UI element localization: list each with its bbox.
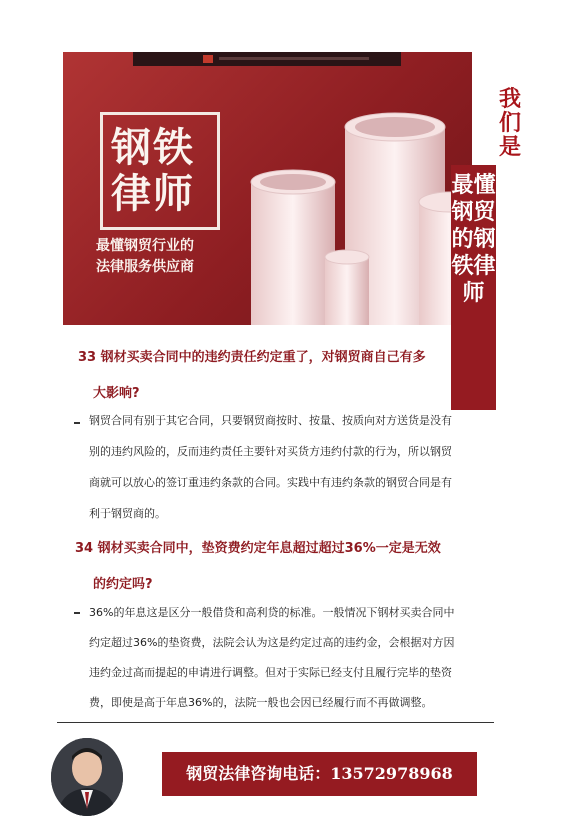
pipe-small bbox=[325, 250, 369, 325]
pipe-medium bbox=[251, 170, 335, 325]
question-33-line2: 大影响? bbox=[93, 386, 140, 401]
answer-34-line3: 违约金过高而提起的申请进行调整。但对于实际已经支付且履行完毕的垫资 bbox=[89, 666, 452, 679]
answer-33-line2: 别的违约风险的，反而违约责任主要针对买货方违约付款的行为，所以钢贸 bbox=[89, 445, 452, 458]
answer-34-line4: 费，即使是高于年息36%的，法院一般也会因已经履行而不再做调整。 bbox=[89, 696, 433, 709]
question-33-line1: 33 钢材买卖合同中的违约责任约定重了，对钢贸商自己有多 bbox=[78, 350, 426, 365]
bullet-dash bbox=[74, 422, 80, 424]
answer-33-line4: 利于钢贸商的。 bbox=[89, 507, 166, 520]
footer-divider bbox=[57, 722, 494, 723]
answer-33-line1: 钢贸合同有别于其它合同，只要钢贸商按时、按量、按质向对方送货是没有 bbox=[89, 414, 452, 427]
logo-text-line2: 律师 bbox=[111, 171, 195, 217]
answer-33-line3: 商就可以放心的签订重违约条款的合同。实践中有违约条款的钢贸合同是有 bbox=[89, 476, 452, 489]
logo-text-line1: 钢铁 bbox=[111, 125, 195, 171]
slogan-line2: 法律服务供应商 bbox=[96, 259, 194, 275]
slogan-line1: 最懂钢贸行业的 bbox=[96, 238, 194, 254]
side-tagline: 最懂钢贸的钢铁律师 bbox=[451, 165, 496, 410]
lawyer-portrait-icon bbox=[51, 738, 123, 816]
bullet-dash bbox=[74, 612, 80, 614]
answer-34-line1: 36%的年息这是区分一般借贷和高利贷的标准。一般情况下钢材买卖合同中 bbox=[89, 606, 455, 619]
answer-34-line2: 约定超过36%的垫资费，法院会认为这是约定过高的违约金，会根据对方因 bbox=[89, 636, 455, 649]
question-34-line2: 的约定吗? bbox=[93, 577, 153, 592]
consult-phone-banner[interactable]: 钢贸法律咨询电话：13572978968 bbox=[162, 752, 477, 796]
hero-banner bbox=[63, 52, 472, 325]
side-we-are: 我们是 bbox=[498, 87, 521, 160]
lawyer-avatar bbox=[51, 738, 123, 816]
question-34-line1: 34 钢材买卖合同中，垫资费约定年息超过超过36%一定是无效 bbox=[75, 541, 441, 556]
